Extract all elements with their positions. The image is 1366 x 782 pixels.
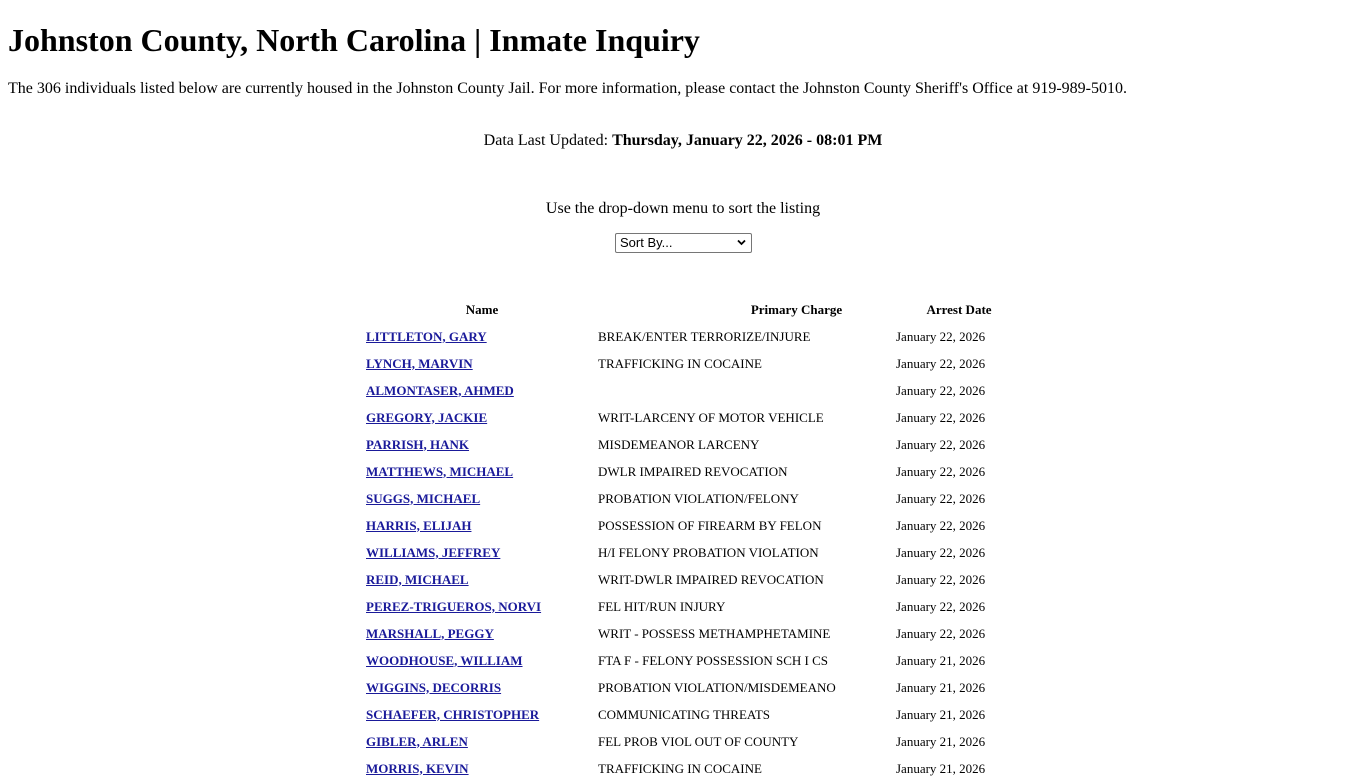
table-row <box>362 701 1002 728</box>
name-cell <box>362 647 598 674</box>
arrest-date-cell: January 21, 2026 <box>896 706 986 722</box>
inmate-name-link[interactable]: PARRISH, HANK <box>366 436 470 452</box>
inmate-name-link[interactable]: MARSHALL, PEGGY <box>366 625 494 641</box>
name-cell <box>362 674 598 701</box>
inmate-name-link[interactable]: PEREZ-TRIGUEROS, NORVI <box>366 598 542 614</box>
primary-charge-cell: PROBATION VIOLATION/FELONY <box>598 490 799 506</box>
inmate-name-link[interactable]: WILLIAMS, JEFFREY <box>366 544 501 560</box>
arrest-date-cell: January 21, 2026 <box>896 679 986 695</box>
arrest-date-cell: January 22, 2026 <box>896 517 986 533</box>
arrest-date-cell: January 22, 2026 <box>896 598 986 614</box>
table-row <box>362 431 1002 458</box>
inmate-name-link[interactable]: WOODHOUSE, WILLIAM <box>366 652 523 668</box>
inmate-name-link[interactable]: SCHAEFER, CHRISTOPHER <box>366 706 540 722</box>
last-updated-value: Thursday, January 22, 2026 - 08:01 PM <box>612 132 883 149</box>
inmate-name-link[interactable]: REID, MICHAEL <box>366 571 469 587</box>
table-row <box>362 620 1002 647</box>
primary-charge-cell: MISDEMEANOR LARCENY <box>598 436 760 452</box>
inmate-name-link[interactable]: ALMONTASER, AHMED <box>366 382 514 398</box>
table-row <box>362 512 1002 539</box>
table-row <box>362 458 1002 485</box>
inmate-name-link[interactable]: LYNCH, MARVIN <box>366 355 473 371</box>
table-row <box>362 674 1002 701</box>
name-cell <box>362 620 598 647</box>
last-updated-label: Data Last Updated: <box>483 132 613 149</box>
arrest-date-cell: January 22, 2026 <box>896 436 986 452</box>
arrest-date-cell: January 22, 2026 <box>896 625 986 641</box>
chevron-down-icon <box>737 239 746 246</box>
arrest-date-cell: January 21, 2026 <box>896 733 986 749</box>
inmate-name-link[interactable]: SUGGS, MICHAEL <box>366 490 481 506</box>
arrest-date-cell: January 21, 2026 <box>896 760 986 776</box>
arrest-date-cell: January 22, 2026 <box>896 409 986 425</box>
table-row <box>362 323 1002 350</box>
name-cell <box>362 755 598 782</box>
inmate-name-link[interactable]: GREGORY, JACKIE <box>366 409 488 425</box>
primary-charge-cell: WRIT - POSSESS METHAMPHETAMINE <box>598 625 831 641</box>
name-cell <box>362 593 598 620</box>
table-row <box>362 350 1002 377</box>
table-row <box>362 485 1002 512</box>
primary-charge-cell: FEL HIT/RUN INJURY <box>598 598 726 614</box>
name-cell <box>362 323 598 350</box>
inmate-table <box>362 296 1002 782</box>
table-row <box>362 566 1002 593</box>
arrest-date-cell: January 22, 2026 <box>896 328 986 344</box>
primary-charge-cell: TRAFFICKING IN COCAINE <box>598 355 762 371</box>
name-cell <box>362 539 598 566</box>
table-row <box>362 377 1002 404</box>
intro-text: The 306 individuals listed below are currently housed in the Johnston County Jail. For more information, please contact the Johnston County Sheriff's Office at 919-989-5010. <box>8 80 1127 97</box>
name-cell <box>362 485 598 512</box>
table-row <box>362 593 1002 620</box>
arrest-date-cell: January 22, 2026 <box>896 571 986 587</box>
name-cell <box>362 431 598 458</box>
primary-charge-cell: WRIT-DWLR IMPAIRED REVOCATION <box>598 571 824 587</box>
header-primary-charge: Primary Charge <box>750 301 843 317</box>
table-row <box>362 404 1002 431</box>
sort-dropdown-container <box>615 233 752 253</box>
primary-charge-cell: BREAK/ENTER TERRORIZE/INJURE <box>598 328 811 344</box>
inmate-name-link[interactable]: LITTLETON, GARY <box>366 328 487 344</box>
inmate-name-link[interactable]: GIBLER, ARLEN <box>366 733 468 749</box>
primary-charge-cell: POSSESSION OF FIREARM BY FELON <box>598 517 822 533</box>
inmate-name-link[interactable]: MORRIS, KEVIN <box>366 760 469 776</box>
inmate-name-link[interactable]: MATTHEWS, MICHAEL <box>366 463 514 479</box>
last-updated <box>0 131 1366 151</box>
sort-hint: Use the drop-down menu to sort the listing <box>545 200 821 217</box>
table-row <box>362 539 1002 566</box>
primary-charge-cell <box>598 377 896 404</box>
primary-charge-cell: TRAFFICKING IN COCAINE <box>598 760 762 776</box>
name-cell <box>362 404 598 431</box>
name-cell <box>362 728 598 755</box>
primary-charge-cell: FTA F - FELONY POSSESSION SCH I CS <box>598 652 829 668</box>
table-body <box>362 323 1002 782</box>
table-row <box>362 755 1002 782</box>
name-cell <box>362 458 598 485</box>
name-cell <box>362 512 598 539</box>
table-row <box>362 647 1002 674</box>
primary-charge-cell: FEL PROB VIOL OUT OF COUNTY <box>598 733 799 749</box>
table-row <box>362 728 1002 755</box>
sort-by-select[interactable] <box>615 233 752 253</box>
arrest-date-cell: January 22, 2026 <box>896 544 986 560</box>
name-cell <box>362 350 598 377</box>
arrest-date-cell: January 21, 2026 <box>896 652 986 668</box>
primary-charge-cell: WRIT-LARCENY OF MOTOR VEHICLE <box>598 409 824 425</box>
primary-charge-cell: H/I FELONY PROBATION VIOLATION <box>598 544 819 560</box>
primary-charge-cell: DWLR IMPAIRED REVOCATION <box>598 463 788 479</box>
arrest-date-cell: January 22, 2026 <box>896 490 986 506</box>
inmate-name-link[interactable]: HARRIS, ELIJAH <box>366 517 472 533</box>
header-arrest-date: Arrest Date <box>926 301 992 317</box>
arrest-date-cell: January 22, 2026 <box>896 382 986 398</box>
table-header-row <box>362 296 1002 323</box>
arrest-date-cell: January 22, 2026 <box>896 355 986 371</box>
page-title: Johnston County, North Carolina | Inmate Inquiry <box>8 22 700 58</box>
primary-charge-cell: COMMUNICATING THREATS <box>598 706 771 722</box>
primary-charge-cell: PROBATION VIOLATION/MISDEMEANO <box>598 679 836 695</box>
arrest-date-cell: January 22, 2026 <box>896 463 986 479</box>
inmate-name-link[interactable]: WIGGINS, DECORRIS <box>366 679 502 695</box>
header-name: Name <box>465 301 499 317</box>
name-cell <box>362 566 598 593</box>
sort-by-selected: Sort By... <box>620 235 673 250</box>
name-cell <box>362 701 598 728</box>
name-cell <box>362 377 598 404</box>
